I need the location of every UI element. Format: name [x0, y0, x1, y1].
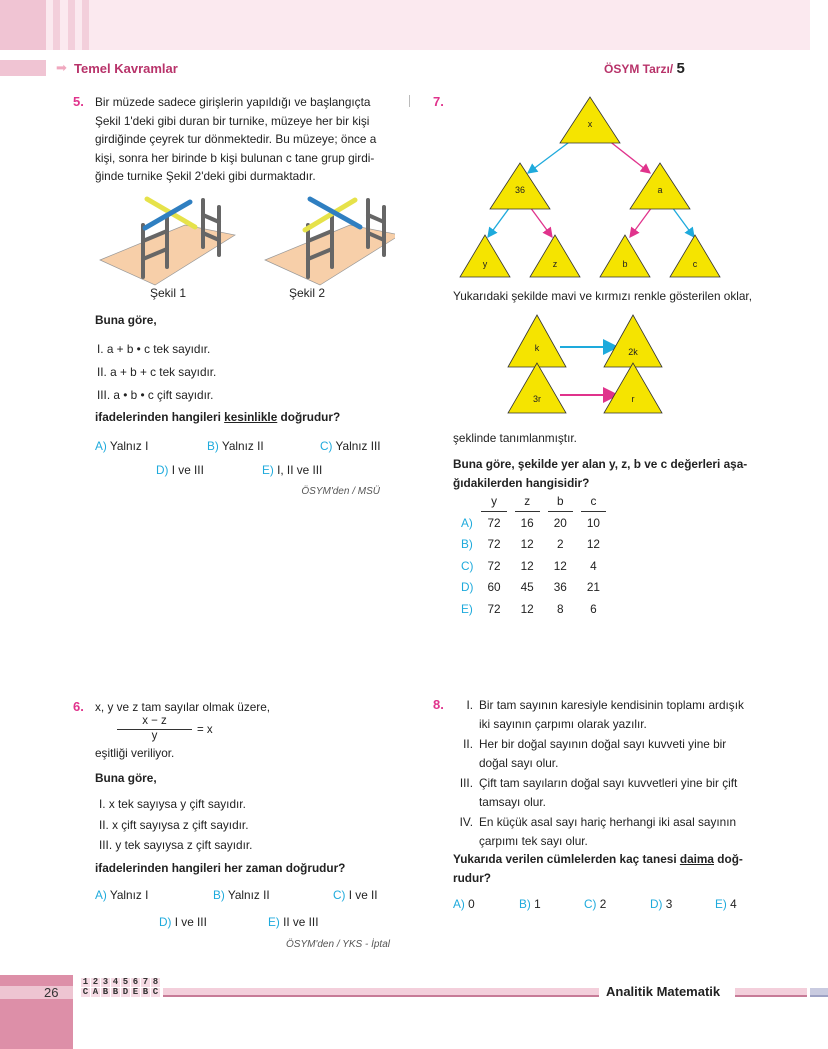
question-number: 5.	[73, 94, 84, 109]
table-cell: 72	[487, 558, 501, 573]
statement-line: çarpımı tek sayı olur.	[479, 833, 588, 848]
table-cell: 12	[586, 537, 600, 552]
option-c[interactable]	[584, 895, 606, 914]
option-row[interactable]	[461, 534, 606, 556]
statement	[453, 696, 753, 733]
series-label: ÖSYM Tarzı/	[604, 62, 674, 76]
legend-3r: 3r	[532, 394, 542, 404]
source: ÖSYM'den / YKS - İptal	[286, 939, 390, 950]
option-letter: A)	[453, 897, 465, 911]
answer-key	[80, 977, 161, 998]
text-line: girdiğinde çeyrek tur dönmektedir. Bu müzeye; önce a	[95, 132, 377, 146]
question-prompt: ifadelerinden hangileri her zaman doğrudur?	[95, 861, 346, 875]
key-answer: C	[151, 988, 161, 998]
legend-2k: 2k	[628, 347, 638, 357]
option-letter: C)	[584, 897, 597, 911]
option-letter: D)	[156, 463, 169, 477]
statement	[453, 735, 753, 772]
option-text: I ve III	[174, 915, 207, 929]
option-text: I ve II	[348, 888, 378, 902]
table-cell: 72	[487, 515, 501, 530]
statement	[453, 774, 753, 811]
key-number: 3	[101, 978, 111, 988]
key-number: 2	[91, 978, 101, 988]
table-cell: 10	[586, 515, 600, 530]
option-text: 0	[468, 897, 475, 911]
table-cell: 45	[520, 580, 534, 595]
turnstile-figures	[95, 185, 395, 290]
option-letter: A)	[95, 439, 107, 453]
footer-line	[735, 988, 807, 997]
prompt-emphasis: kesinlikle	[224, 410, 278, 424]
table-cell: 2	[556, 537, 564, 552]
option-letter: E)	[268, 915, 280, 929]
arrow-icon: ➡	[56, 60, 67, 75]
legend-r: r	[631, 394, 635, 404]
option-row[interactable]	[461, 512, 606, 534]
statement: I. a + b • c tek sayıdır.	[97, 342, 211, 356]
statement-number: IV.	[459, 815, 473, 829]
header-band	[0, 0, 810, 50]
figure-1-caption: Şekil 1	[150, 286, 187, 300]
figure-2-caption: Şekil 2	[289, 286, 326, 300]
option-letter: C)	[320, 439, 333, 453]
option-text: Yalnız I	[109, 888, 149, 902]
key-answer: D	[121, 988, 131, 998]
numerator: x − z	[117, 715, 192, 730]
option-letter: E)	[262, 463, 274, 477]
node-root: x	[587, 119, 593, 129]
statement-number: I.	[466, 698, 473, 712]
option-text: I ve III	[171, 463, 204, 477]
node-c: c	[692, 259, 698, 269]
legend-k: k	[534, 343, 540, 353]
option-c[interactable]	[320, 437, 381, 456]
option-letter: D)	[159, 915, 172, 929]
prompt-text: ifadelerinden hangileri	[95, 410, 225, 424]
fraction	[117, 715, 192, 742]
question-prompt	[453, 455, 747, 492]
table-cell: 4	[590, 558, 597, 573]
section-bar	[0, 60, 46, 76]
question-5-text	[95, 93, 395, 186]
column-header: c	[581, 494, 606, 512]
table-cell: 12	[520, 537, 534, 552]
node-z: z	[552, 259, 558, 269]
statement-line: doğal sayı olur.	[479, 755, 559, 770]
node-b: b	[622, 259, 628, 269]
option-row[interactable]	[461, 598, 606, 620]
text-line: Bir müzede sadece girişlerin yapıldığı ve başlangıçta	[95, 95, 371, 109]
question-prompt	[95, 408, 340, 427]
option-c[interactable]	[333, 886, 378, 905]
prompt-text: rudur?	[453, 870, 492, 885]
option-letter: A)	[95, 888, 107, 902]
turnstile-figure-2	[265, 199, 395, 285]
option-b[interactable]	[213, 886, 270, 905]
answer-table	[453, 494, 614, 620]
option-letter: E)	[461, 601, 473, 616]
equation-rhs: = x	[197, 724, 213, 736]
key-answer: B	[141, 988, 151, 998]
question-8-items	[453, 696, 753, 852]
statement: III. a • b • c çift sayıdır.	[97, 388, 214, 402]
statement-number: III.	[459, 776, 473, 790]
table-cell: 12	[520, 601, 534, 616]
statement-line: Bir tam sayının karesiyle kendisinin toplamı ardışık	[479, 698, 744, 712]
lead-text: Buna göre,	[95, 313, 157, 327]
statement: II. x çift sayıysa z çift sayıdır.	[99, 817, 249, 832]
table-cell: 20	[553, 515, 567, 530]
node-right: a	[657, 185, 663, 195]
option-text: 1	[534, 897, 541, 911]
option-row[interactable]	[461, 577, 606, 599]
table-cell: 12	[553, 558, 567, 573]
statement-line: Çift tam sayıların doğal sayı kuvvetleri yine bir çift	[479, 776, 738, 790]
option-text: Yalnız II	[221, 439, 264, 453]
statement	[453, 813, 753, 850]
option-a[interactable]	[453, 895, 475, 914]
question-number: 8.	[433, 697, 444, 712]
statement: III. y tek sayıysa z çift sayıdır.	[99, 838, 253, 852]
text-line: kişi, sonra her birinde b kişi bulunan c tane grup girdi-	[95, 150, 375, 165]
question-6-intro: x, y ve z tam sayılar olmak üzere,	[95, 700, 271, 714]
question-prompt	[453, 850, 743, 887]
page-number: 26	[44, 985, 59, 1000]
key-answer: A	[91, 988, 101, 998]
statement-line: Her bir doğal sayının doğal sayı kuvveti yine bir	[479, 737, 727, 751]
prompt-line: Buna göre, şekilde yer alan y, z, b ve c değerleri aşa-	[453, 457, 748, 471]
column-header: y	[481, 494, 506, 512]
key-answer: B	[111, 988, 121, 998]
table-cell: 72	[487, 601, 501, 616]
table-cell: 60	[487, 580, 501, 595]
key-number: 4	[111, 978, 121, 988]
statements	[97, 338, 216, 407]
key-number: 7	[141, 978, 151, 988]
header-stripe	[53, 0, 60, 50]
node-y: y	[482, 259, 488, 269]
turnstile-figure-1	[100, 199, 235, 285]
option-text: 4	[730, 897, 737, 911]
header-stripe	[68, 0, 75, 50]
option-d[interactable]	[156, 461, 204, 480]
key-number: 8	[151, 978, 161, 988]
prompt-text: doğrudur?	[277, 410, 341, 424]
option-letter: B)	[207, 439, 219, 453]
option-d[interactable]	[159, 913, 207, 932]
footer-line	[810, 988, 828, 997]
table-cell: 6	[590, 601, 597, 616]
option-text: 2	[599, 897, 607, 911]
column-divider	[409, 95, 410, 107]
option-letter: B)	[519, 897, 531, 911]
statement-number: II.	[463, 737, 473, 751]
table-cell: 8	[556, 601, 564, 616]
column-header: z	[515, 494, 540, 512]
option-text: 3	[665, 897, 673, 911]
option-a[interactable]	[95, 437, 148, 456]
given-text: eşitliği veriliyor.	[95, 746, 175, 760]
header-decoration	[0, 0, 46, 50]
key-number: 6	[131, 978, 141, 988]
table-cell: 21	[586, 580, 600, 595]
option-letter: C)	[333, 888, 346, 902]
denominator: y	[151, 730, 158, 742]
prompt-emphasis: daima	[679, 852, 714, 866]
test-number: 5	[676, 60, 685, 77]
lead-text: Buna göre,	[95, 771, 157, 785]
statements	[99, 794, 252, 856]
footer-line	[163, 988, 599, 997]
option-text: Yalnız I	[109, 439, 149, 453]
table-cell: 36	[553, 580, 567, 595]
statement-line: tamsayı olur.	[479, 794, 546, 809]
option-letter: D)	[461, 580, 474, 595]
footer-number-bar	[0, 986, 73, 999]
node-left: 36	[514, 185, 526, 195]
option-letter: C)	[461, 558, 474, 573]
header-stripe	[82, 0, 89, 50]
option-text: I, II ve III	[277, 463, 323, 477]
question-number: 6.	[73, 699, 84, 714]
test-label	[604, 60, 685, 77]
option-b[interactable]	[207, 437, 264, 456]
option-text: II ve III	[283, 915, 319, 929]
table-cell: 16	[520, 515, 534, 530]
question-number: 7.	[433, 94, 444, 109]
option-letter: A)	[461, 515, 473, 530]
column-header: b	[548, 494, 573, 512]
option-d[interactable]	[650, 895, 672, 914]
statement-line: iki sayının çarpımı olarak yazılır.	[479, 716, 647, 731]
option-b[interactable]	[519, 895, 541, 914]
table-cell: 12	[520, 558, 534, 573]
triangle-tree-diagram	[440, 95, 740, 415]
option-a[interactable]	[95, 886, 148, 905]
option-letter: D)	[650, 897, 663, 911]
statement: I. x tek sayıysa y çift sayıdır.	[99, 797, 246, 811]
option-e[interactable]	[715, 895, 737, 914]
option-row[interactable]	[461, 555, 606, 577]
source: ÖSYM'den / MSÜ	[301, 486, 380, 497]
text-line: Şekil 1'deki gibi duran bir turnike, müzeye her bir kişi	[95, 113, 370, 128]
statement: II. a + b + c tek sayıdır.	[97, 365, 217, 379]
arrow-description: Yukarıdaki şekilde mavi ve kırmızı renkle gösterilen oklar,	[453, 289, 752, 303]
key-answer: E	[131, 988, 141, 998]
section-title: Temel Kavramlar	[74, 61, 178, 76]
key-number: 5	[121, 978, 131, 988]
option-letter: B)	[213, 888, 225, 902]
prompt-text: Yukarıda verilen cümlelerden kaç tanesi	[453, 852, 680, 866]
prompt-text: doğ-	[714, 852, 743, 866]
prompt-line: ğıdakilerden hangisidir?	[453, 475, 590, 490]
option-text: Yalnız III	[335, 439, 381, 453]
option-letter: B)	[461, 537, 473, 552]
key-answer: C	[81, 988, 91, 998]
text-line: ğinde turnike Şekil 2'deki gibi durmaktadır.	[95, 169, 316, 183]
option-e[interactable]	[268, 913, 318, 932]
key-answer: B	[101, 988, 111, 998]
statement-line: En küçük asal sayı hariç herhangi iki asal sayının	[479, 815, 737, 829]
defined-text: şeklinde tanımlanmıştır.	[453, 431, 577, 445]
option-e[interactable]	[262, 461, 322, 480]
table-cell: 72	[487, 537, 501, 552]
option-text: Yalnız II	[227, 888, 270, 902]
option-letter: E)	[715, 897, 727, 911]
key-number: 1	[81, 978, 91, 988]
book-title: Analitik Matematik	[606, 984, 721, 999]
